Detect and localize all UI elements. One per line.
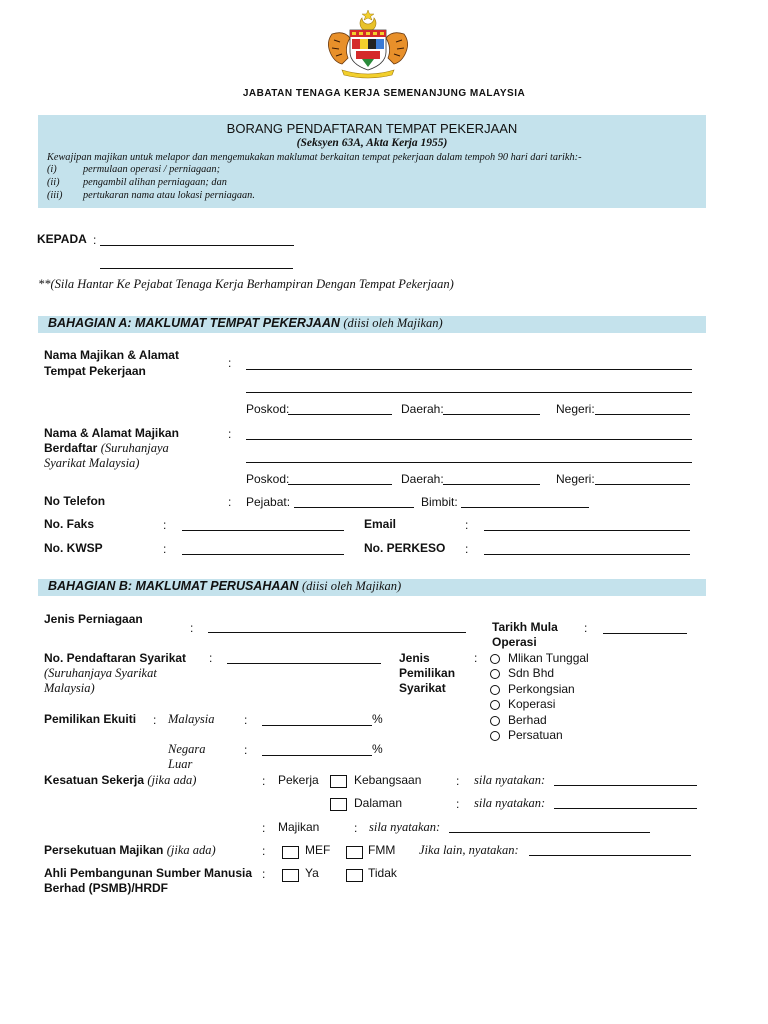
colon: : — [163, 518, 167, 532]
mef-checkbox[interactable] — [282, 846, 299, 859]
section-b-heading — [48, 579, 401, 594]
colon: : — [465, 542, 469, 556]
ownership-option-radio[interactable]: Berhad — [490, 713, 547, 727]
intro-item-number: (ii) — [47, 177, 60, 188]
department-name: JABATAN TENAGA KERJA SEMENANJUNG MALAYSIA — [242, 88, 526, 99]
perkeso-field[interactable] — [484, 543, 690, 555]
employer-address-line-1[interactable] — [246, 358, 692, 370]
registered-note: Syarikat Malaysia) — [44, 456, 140, 470]
tidak-label: Tidak — [368, 866, 397, 880]
intro-item-text: pengambil alihan perniagaan; dan — [83, 177, 227, 188]
sila-nyatakan-label: sila nyatakan: — [369, 820, 441, 834]
poskod-field[interactable] — [288, 403, 392, 415]
negeri-label: Negeri: — [556, 402, 595, 416]
colon: : — [584, 621, 588, 635]
employer-name-label: Tempat Pekerjaan — [44, 364, 146, 378]
jika-lain-label: Jika lain, nyatakan: — [419, 843, 519, 857]
fmm-label: FMM — [368, 843, 396, 857]
colon: : — [209, 651, 213, 665]
percent-sign: % — [372, 742, 383, 756]
jenis-pemilikan-label: Pemilikan — [399, 666, 456, 680]
colon: : — [262, 844, 266, 858]
negeri-label: Negeri: — [556, 472, 595, 486]
dalaman-specify-field[interactable] — [554, 797, 697, 809]
colon: : — [244, 713, 248, 727]
psmb-label: Ahli Pembangunan Sumber Manusia — [44, 866, 253, 880]
registered-label-l2: Berdaftar — [44, 441, 98, 455]
jenis-pemilikan-label: Syarikat — [399, 681, 446, 695]
jenis-pemilikan-label: Jenis — [399, 651, 430, 665]
section-a-heading — [48, 316, 443, 331]
negara-luar-label: Negara — [168, 742, 206, 756]
kebangsaan-label: Kebangsaan — [354, 773, 422, 787]
tarikh-mula-label: Tarikh Mula — [492, 620, 558, 634]
colon: : — [354, 821, 358, 835]
malaysia-equity-field[interactable] — [262, 714, 372, 726]
kepada-note: **(Sila Hantar Ke Pejabat Tenaga Kerja Berhampiran Dengan Tempat Pekerjaan) — [38, 277, 454, 291]
kepada-label: KEPADA — [37, 232, 87, 246]
colon: : — [474, 651, 478, 665]
pendaftaran-label: No. Pendaftaran Syarikat — [44, 651, 187, 665]
colon: : — [262, 774, 266, 788]
bimbit-label: Bimbit: — [421, 495, 458, 509]
colon: : — [465, 518, 469, 532]
intro-item-number: (i) — [47, 164, 57, 175]
pendaftaran-field[interactable] — [227, 652, 381, 664]
kepada-field-line-1[interactable] — [100, 234, 294, 246]
kwsp-label: No. KWSP — [44, 541, 103, 555]
jika-lain-field[interactable] — [529, 844, 691, 856]
kesatuan-label: Kesatuan Sekerja (jika ada) — [44, 773, 197, 787]
colon: : — [153, 713, 157, 727]
poskod-label: Poskod: — [246, 402, 290, 416]
majikan-label: Majikan — [278, 820, 320, 834]
colon: : — [163, 542, 167, 556]
registered-note: (Suruhanjaya — [100, 441, 169, 455]
colon: : — [93, 233, 97, 247]
pejabat-label: Pejabat: — [246, 495, 291, 509]
form-title: BORANG PENDAFTARAN TEMPAT PEKERJAAN — [226, 121, 518, 136]
intro-item-text: permulaan operasi / perniagaan; — [83, 164, 220, 175]
tidak-checkbox[interactable] — [346, 869, 363, 882]
colon: : — [262, 821, 266, 835]
pekerja-label: Pekerja — [278, 773, 319, 787]
percent-sign: % — [372, 712, 383, 726]
registered-employer-label: Nama & Alamat Majikan — [44, 426, 179, 440]
section-b-note: (diisi oleh Majikan) — [301, 579, 402, 593]
section-b-title: BAHAGIAN B: MAKLUMAT PERUSAHAAN — [48, 579, 299, 593]
sila-nyatakan-label: sila nyatakan: — [474, 796, 546, 810]
daerah-label: Daerah: — [401, 472, 444, 486]
daerah-field[interactable] — [443, 403, 540, 415]
persekutuan-label: Persekutuan Majikan (jika ada) — [44, 843, 216, 857]
faks-field[interactable] — [182, 519, 344, 531]
ekuiti-label: Pemilikan Ekuiti — [44, 712, 137, 726]
radio-circle-icon — [490, 654, 500, 664]
colon: : — [228, 356, 232, 370]
pendaftaran-note: (Suruhanjaya Syarikat — [44, 666, 157, 680]
colon: : — [456, 774, 460, 788]
daerah-field[interactable] — [443, 473, 540, 485]
tarikh-mula-label: Operasi — [492, 635, 537, 649]
form-intro: Kewajipan majikan untuk melapor dan mengemukakan maklumat berkaitan tempat pekerjaan dalam tempoh 90 hari dari tarikh:- — [47, 152, 582, 163]
radio-circle-icon — [490, 669, 500, 679]
tarikh-mula-field[interactable] — [603, 622, 687, 634]
telefon-label: No Telefon — [44, 494, 106, 508]
registered-address-line-1[interactable] — [246, 428, 692, 440]
jenis-perniagaan-label: Jenis Perniagaan — [44, 612, 143, 626]
faks-label: No. Faks — [44, 517, 95, 531]
coat-of-arms-emblem — [322, 8, 414, 80]
pendaftaran-note: Malaysia) — [44, 681, 95, 695]
fmm-checkbox[interactable] — [346, 846, 363, 859]
poskod-field[interactable] — [288, 473, 392, 485]
poskod-label: Poskod: — [246, 472, 290, 486]
colon: : — [244, 743, 248, 757]
kwsp-field[interactable] — [182, 543, 344, 555]
foreign-equity-field[interactable] — [262, 744, 372, 756]
colon: : — [228, 495, 232, 509]
jenis-perniagaan-field[interactable] — [208, 621, 466, 633]
daerah-label: Daerah: — [401, 402, 444, 416]
negeri-field[interactable] — [595, 473, 690, 485]
email-label: Email — [364, 517, 397, 531]
perkeso-label: No. PERKESO — [364, 541, 446, 555]
kepada-field-line-2[interactable] — [100, 257, 293, 269]
radio-circle-icon — [490, 685, 500, 695]
colon: : — [456, 797, 460, 811]
intro-item-number: (iii) — [47, 190, 63, 201]
majikan-specify-field[interactable] — [449, 821, 650, 833]
psmb-label: Berhad (PSMB)/HRDF — [44, 881, 169, 895]
employer-address-line-2[interactable] — [246, 381, 692, 393]
kebangsaan-specify-field[interactable] — [554, 774, 697, 786]
section-a-title: BAHAGIAN A: MAKLUMAT TEMPAT PEKERJAAN — [48, 316, 340, 330]
email-field[interactable] — [484, 519, 690, 531]
ownership-option-radio[interactable]: Mlikan Tunggal — [490, 651, 589, 665]
negara-luar-label: Luar — [168, 757, 193, 771]
dalaman-checkbox[interactable] — [330, 798, 347, 811]
radio-circle-icon — [490, 700, 500, 710]
negeri-field[interactable] — [595, 403, 690, 415]
ya-checkbox[interactable] — [282, 869, 299, 882]
colon: : — [262, 867, 266, 881]
ownership-option-radio[interactable]: Persatuan — [490, 728, 563, 742]
malaysia-label: Malaysia — [168, 712, 215, 726]
ya-label: Ya — [305, 866, 319, 880]
registered-address-line-2[interactable] — [246, 451, 692, 463]
ownership-option-radio[interactable]: Koperasi — [490, 697, 555, 711]
mef-label: MEF — [305, 843, 331, 857]
colon: : — [228, 427, 232, 441]
colon: : — [190, 621, 194, 635]
ownership-option-radio[interactable]: Sdn Bhd — [490, 666, 554, 680]
radio-circle-icon — [490, 731, 500, 741]
kebangsaan-checkbox[interactable] — [330, 775, 347, 788]
pejabat-field[interactable] — [294, 496, 414, 508]
radio-circle-icon — [490, 716, 500, 726]
form-subtitle: (Seksyen 63A, Akta Kerja 1955) — [296, 137, 448, 149]
bimbit-field[interactable] — [461, 496, 589, 508]
employer-name-label: Nama Majikan & Alamat — [44, 348, 179, 362]
section-a-note: (diisi oleh Majikan) — [343, 316, 443, 330]
registered-employer-label — [44, 441, 169, 456]
dalaman-label: Dalaman — [354, 796, 403, 810]
intro-item-text: pertukaran nama atau lokasi perniagaan. — [83, 190, 255, 201]
ownership-option-radio[interactable]: Perkongsian — [490, 682, 575, 696]
sila-nyatakan-label: sila nyatakan: — [474, 773, 546, 787]
